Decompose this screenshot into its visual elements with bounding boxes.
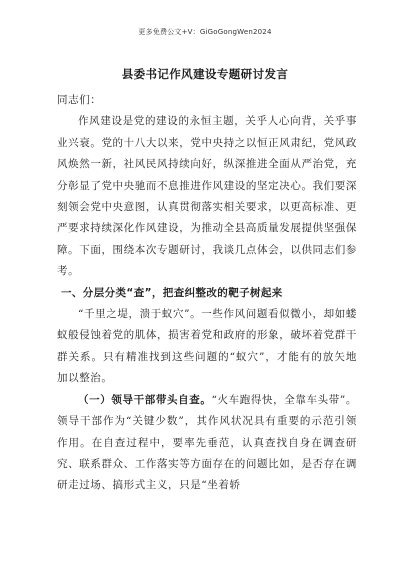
section-heading: 一、分层分类“查”，把查纠整改的靶子树起来	[61, 286, 283, 299]
subsection-paragraph	[57, 390, 357, 497]
subsection-text: “火车跑得快，全靠车头带”。领导干部作为“关键少数”，其作风状况具有重要的示范引领作用。在自查过程中，要率先垂范，认真查找自身在调查研究、联系群众、工作落实等方面存在的问题比如，是否存在调研走过场、搞形式主义，只是“坐着轿	[57, 393, 357, 492]
document-body	[57, 90, 357, 497]
section-paragraph: “千里之堤，溃于蚁穴”。一些作风问题看似微小，却如蝼蚁般侵蚀着党的肌体，损害着党和政府的形象，破坏着党群干群关系。只有精准找到这些问题的“蚁穴”，才能有的放矢地加以整治。	[57, 308, 357, 385]
intro-paragraph: 作风建设是党的建设的永恒主题，关乎人心向背，关乎事业兴衰。党的十八大以来，党中央持之以恒正风肃纪，党风政风焕然一新，社风民风持续向好，纵深推进全面从严治党，充分彰显了党中央驰而不息推进作风建设的坚定决心。我们要深刻领会党中央意图，认真贯彻落实相关要求，以更高标准、更严要求持续深化作风建设，为推动全县高质量发展提供坚强保障。下面，围绕本次专题研讨，我谈几点体会，以供同志们参考。	[57, 115, 357, 278]
subsection-heading: （一）领导干部带头自查。	[78, 393, 212, 406]
salutation: 同志们：	[57, 94, 102, 106]
watermark-text: 更多免费公文+V：GiGoGongWen2024	[138, 28, 272, 36]
document-title: 县委书记作风建设专题研讨发言	[121, 67, 289, 81]
